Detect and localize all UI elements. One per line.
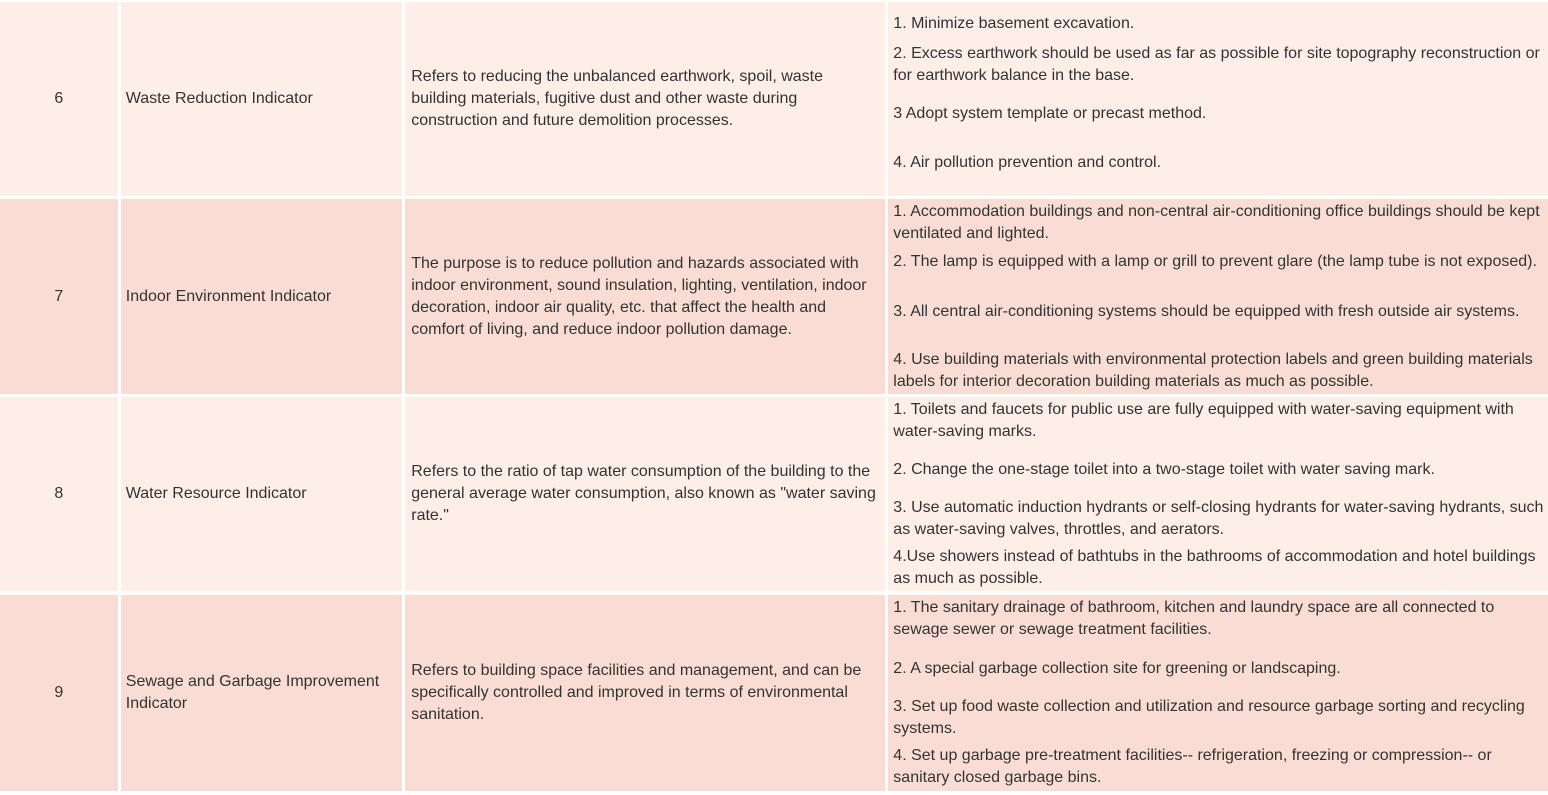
measures-list <box>888 2 1548 196</box>
row-number: 6 <box>0 2 118 196</box>
measure-item: 4.Use showers instead of bathtubs in the bathrooms of accommodation and hotel buildings as much as possible. <box>893 548 1536 587</box>
table-row <box>0 199 1548 394</box>
measure-item: 3. Set up food waste collection and utilization and resource garbage sorting and recycling systems. <box>893 698 1525 737</box>
row-number: 8 <box>0 397 118 591</box>
measures-list <box>888 595 1548 791</box>
row-number: 7 <box>0 199 118 394</box>
table-row <box>0 397 1548 591</box>
indicator-description: Refers to the ratio of tap water consumption of the building to the general average water consumption, also known as "water saving rate." <box>405 397 885 591</box>
measure-item: 4. Use building materials with environmental protection labels and green building materials labels for interior decoration building materials as much as possible. <box>893 351 1533 390</box>
indicator-name: Water Resource Indicator <box>121 397 402 591</box>
indicator-description: Refers to building space facilities and management, and can be specifically controlled and improved in terms of environmental sanitation. <box>405 595 885 791</box>
indicator-name: Indoor Environment Indicator <box>121 199 402 394</box>
measure-item: 1. Toilets and faucets for public use are fully equipped with water-saving equipment with water-saving marks. <box>893 401 1514 440</box>
measure-item: 4. Set up garbage pre-treatment facilities-- refrigeration, freezing or compression-- or sanitary closed garbage bins. <box>893 747 1492 786</box>
row-number: 9 <box>0 595 118 791</box>
indicator-name: Waste Reduction Indicator <box>121 2 402 196</box>
measure-item: 1. Minimize basement excavation. <box>893 15 1135 32</box>
table-row <box>0 2 1548 196</box>
indicator-name: Sewage and Garbage Improvement Indicator <box>121 595 402 791</box>
indicator-description: Refers to reducing the unbalanced earthwork, spoil, waste building materials, fugitive dust and other waste during construction and future demolition processes. <box>405 2 885 196</box>
measure-item: 3. Use automatic induction hydrants or self-closing hydrants for water-saving hydrants, such as water-saving valves, throttles, and aerators. <box>893 499 1544 538</box>
measure-item: 3 Adopt system template or precast method. <box>893 105 1207 122</box>
table-row <box>0 595 1548 791</box>
measure-item: 2. A special garbage collection site for greening or landscaping. <box>893 660 1341 677</box>
indicator-description: The purpose is to reduce pollution and hazards associated with indoor environment, sound insulation, lighting, ventilation, indoor decoration, indoor air quality, etc. that affect the health and comfort of living, and reduce indoor pollution damage. <box>405 199 885 394</box>
measure-item: 2. The lamp is equipped with a lamp or grill to prevent glare (the lamp tube is not exposed). <box>893 253 1537 270</box>
measure-item: 1. The sanitary drainage of bathroom, kitchen and laundry space are all connected to sewage sewer or sewage treatment facilities. <box>893 599 1495 638</box>
measure-item: 4. Air pollution prevention and control. <box>893 154 1162 171</box>
measure-item: 2. Excess earthwork should be used as far as possible for site topography reconstruction or for earthwork balance in the base. <box>893 45 1540 84</box>
measure-item: 2. Change the one-stage toilet into a two-stage toilet with water saving mark. <box>893 461 1435 478</box>
measures-list <box>888 199 1548 394</box>
measure-item: 1. Accommodation buildings and non-central air-conditioning office buildings should be kept ventilated and lighted. <box>893 203 1540 242</box>
measures-list <box>888 397 1548 591</box>
measure-item: 3. All central air-conditioning systems should be equipped with fresh outside air systems. <box>893 303 1520 320</box>
